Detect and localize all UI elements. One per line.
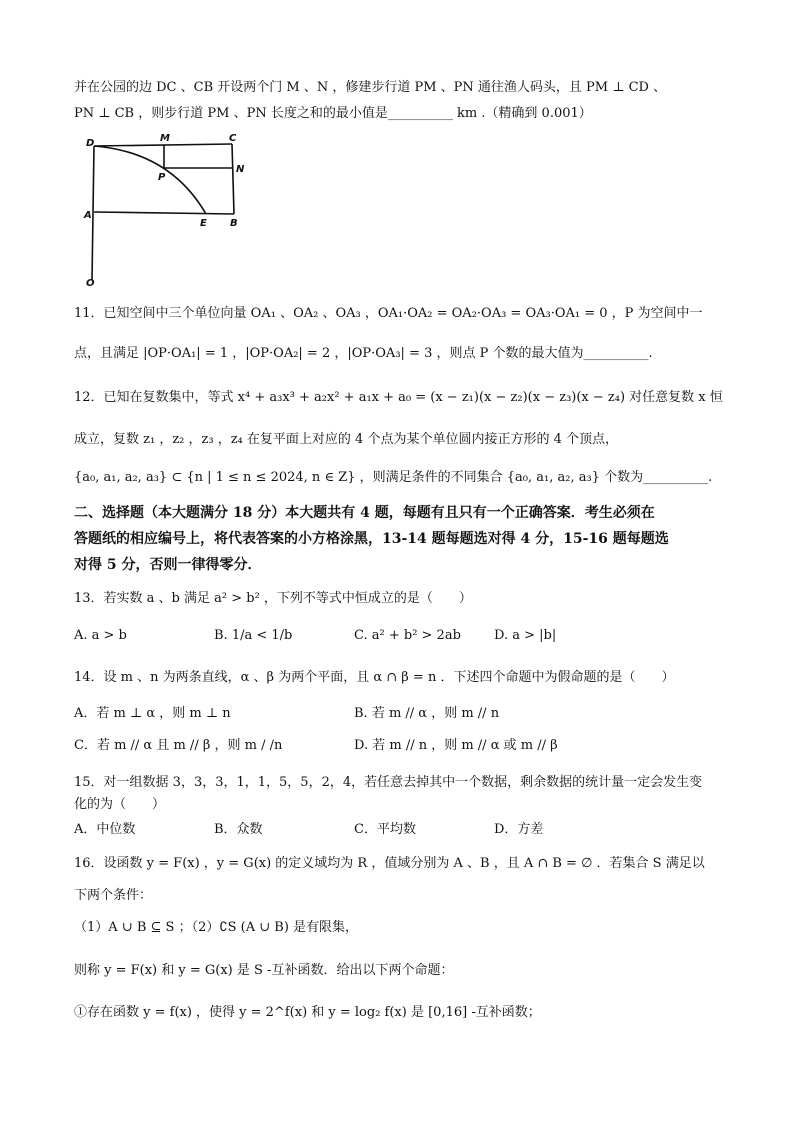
label-n: N [236, 164, 245, 175]
q11-line-2: 点，且满足 |OP·OA₁| = 1 ，|OP·OA₂| = 2 ，|OP·OA₃| = 3 ，则点 P 个数的最大值为__________. [74, 346, 653, 361]
q13-option-c: C. a² + b² > 2ab [354, 628, 461, 643]
q13-option-b: B. 1/a < 1/b [214, 628, 293, 643]
q10-text-line-1: 并在公园的边 DC 、CB 开设两个门 M 、N ，修建步行道 PM 、PN 通往渔人码头，且 PM ⊥ CD 、 [74, 80, 667, 95]
q11-line-1: 11．已知空间中三个单位向量 OA₁ 、OA₂ 、OA₃ ，OA₁·OA₂ = OA₂·OA₃ = OA₃·OA₁ = 0 ，P 为空间中一 [74, 306, 703, 321]
q10-text-line-2: PN ⊥ CB ，则步行道 PM 、PN 长度之和的最小值是__________ km .（精确到 0.001） [74, 106, 592, 121]
q13-option-a: A. a > b [74, 628, 127, 643]
q16-proposition-1: ①存在函数 y = f(x) ，使得 y = 2^f(x) 和 y = log₂ f(x) 是 [0,16] -互补函数； [74, 1005, 541, 1020]
q15-option-b: B．众数 [214, 822, 263, 837]
label-e: E [200, 218, 207, 229]
section2-header-line-2: 答题纸的相应编号上，将代表答案的小方格涂黑，13-14 题每题选对得 4 分，15-16 题每题选 [74, 531, 669, 547]
label-a: A [84, 210, 92, 221]
section2-header-line-3: 对得 5 分，否则一律得零分． [74, 557, 262, 573]
label-o: O [86, 278, 95, 289]
label-p: P [158, 172, 166, 183]
q16-conditions: （1）A ∪ B ⊆ S ；（2）∁S (A ∪ B) 是有限集， [74, 920, 359, 935]
q16-line-1: 16．设函数 y = F(x) ，y = G(x) 的定义域均为 R ，值域分别为 A 、B ，且 A ∩ B = ∅ ．若集合 S 满足以 [74, 856, 705, 871]
q16-line-2: 下两个条件： [74, 888, 153, 903]
q12-line-1: 12．已知在复数集中，等式 x⁴ + a₃x³ + a₂x² + a₁x + a₀ = (x − z₁)(x − z₂)(x − z₃)(x − z₄) 对任意复数 x 恒 [74, 390, 723, 405]
q16-definition: 则称 y = F(x) 和 y = G(x) 是 S -互补函数．给出以下两个命题： [74, 963, 454, 978]
park-figure [80, 130, 250, 290]
q14-option-a: A．若 m ⊥ α ，则 m ⊥ n [74, 706, 231, 721]
label-b: B [230, 218, 238, 229]
section2-header-line-1: 二、选择题（本大题满分 18 分）本大题共有 4 题，每题有且只有一个正确答案．考生必须在 [74, 505, 655, 521]
label-c: C [229, 133, 237, 144]
q12-line-3: {a₀, a₁, a₂, a₃} ⊂ {n | 1 ≤ n ≤ 2024, n ∈ Z} ，则满足条件的不同集合 {a₀, a₁, a₂, a₃} 个数为__________. [74, 470, 713, 485]
label-m: M [160, 133, 170, 144]
q13-stem: 13．若实数 a 、b 满足 a² > b² ，下列不等式中恒成立的是（ ） [74, 591, 472, 606]
q15-line-1: 15．对一组数据 3，3，3，1，1，5，5，2，4，若任意去掉其中一个数据，剩余数据的统计量一定会发生变 [74, 775, 703, 790]
q15-option-c: C．平均数 [354, 822, 416, 837]
q15-line-2: 化的为（ ） [74, 797, 166, 812]
q14-option-c: C．若 m // α 且 m // β ，则 m / /n [74, 738, 283, 753]
q14-stem: 14．设 m 、n 为两条直线，α 、β 为两个平面，且 α ∩ β = n ．下述四个命题中为假命题的是（ ） [74, 670, 675, 685]
q15-option-a: A．中位数 [74, 822, 136, 837]
q15-option-d: D．方差 [494, 822, 544, 837]
q14-option-d: D. 若 m // n ，则 m // α 或 m // β [354, 738, 558, 753]
q12-line-2: 成立，复数 z₁ ，z₂ ，z₃ ，z₄ 在复平面上对应的 4 个点为某个单位圆内接正方形的 4 个顶点， [74, 432, 618, 447]
label-d: D [86, 138, 95, 149]
q13-option-d: D. a > |b| [494, 628, 557, 643]
q14-option-b: B. 若 m // α ，则 m // n [354, 706, 500, 721]
